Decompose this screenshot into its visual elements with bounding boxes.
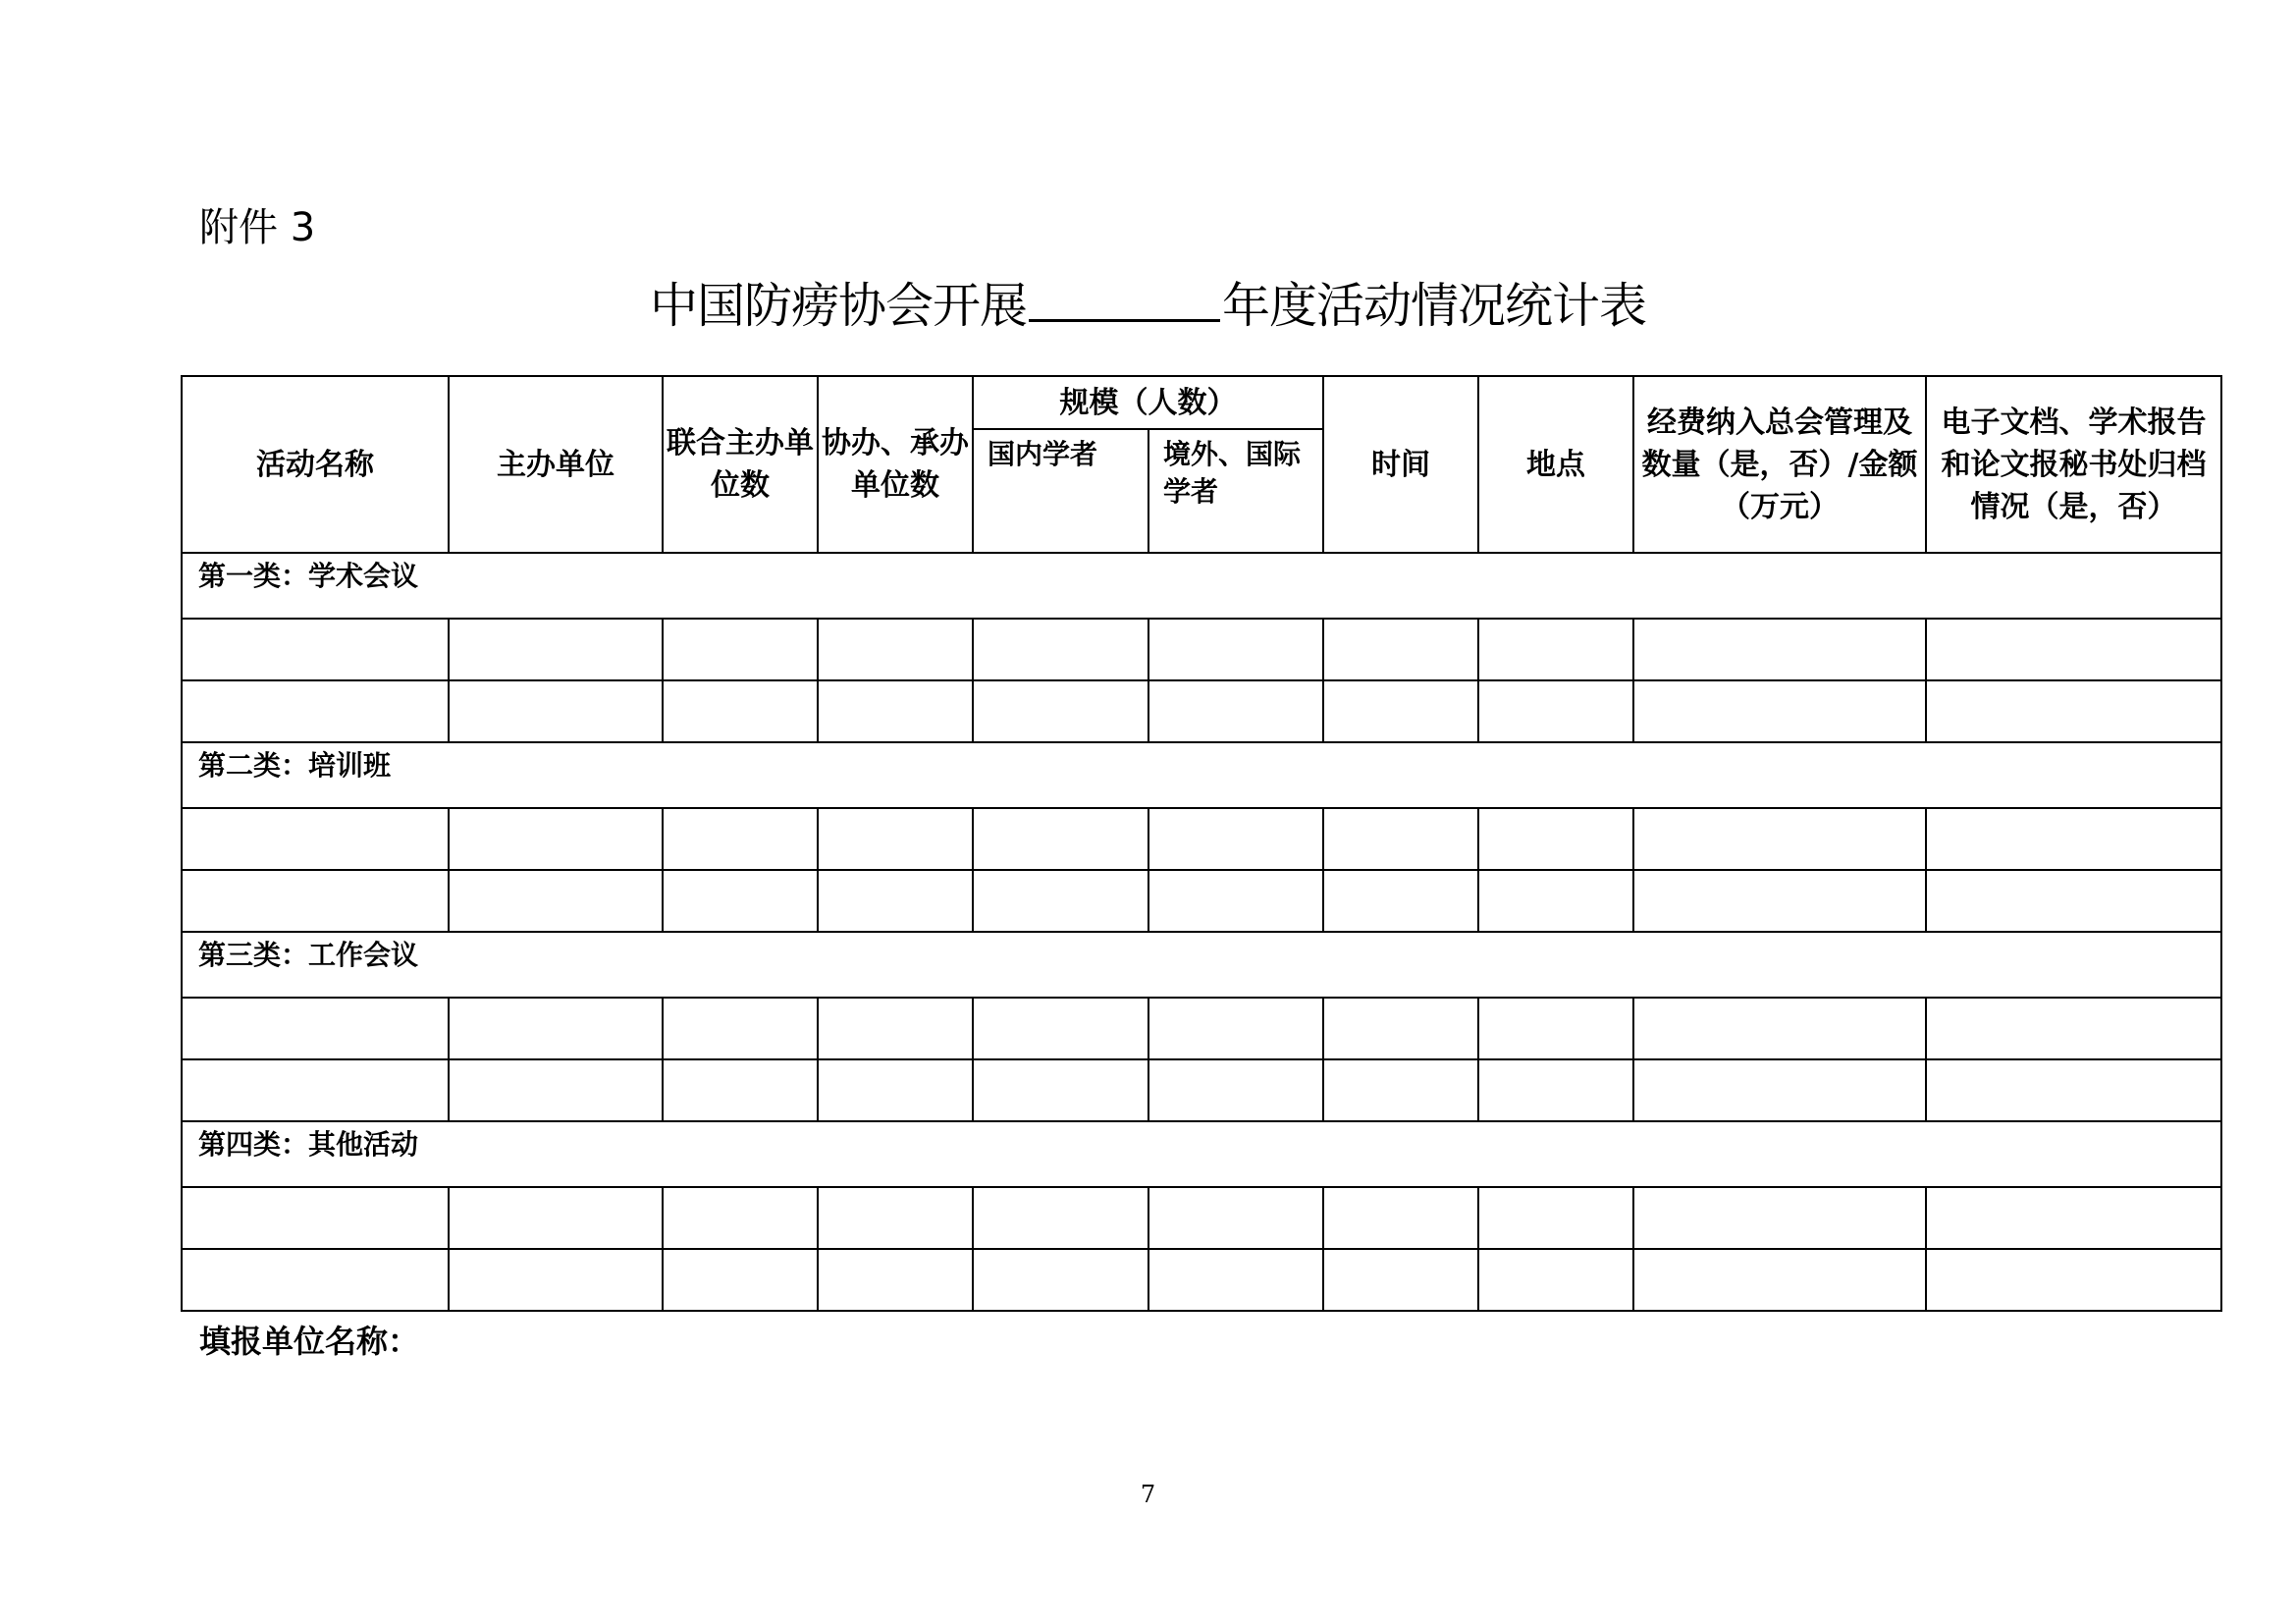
- header-co-host-count: 联合主办单位数: [663, 376, 818, 553]
- page-number: 7: [1140, 1481, 1156, 1508]
- cell-time[interactable]: [1323, 680, 1478, 742]
- cell-time[interactable]: [1323, 808, 1478, 870]
- table-row: [182, 870, 2221, 932]
- reporting-unit-label: 填报单位名称：: [199, 1323, 420, 1360]
- header-host-unit: 主办单位: [449, 376, 663, 553]
- cell-archive[interactable]: [1926, 1059, 2221, 1121]
- title-prefix: 中国防痨协会开展: [649, 278, 1027, 334]
- cell-overseas[interactable]: [1148, 619, 1323, 680]
- cell-host-unit[interactable]: [449, 1187, 663, 1249]
- cell-overseas[interactable]: [1148, 1187, 1323, 1249]
- category-work-meeting: 第三类：工作会议: [182, 932, 2221, 998]
- cell-domestic[interactable]: [973, 619, 1148, 680]
- cell-time[interactable]: [1323, 619, 1478, 680]
- cell-co-host-count[interactable]: [663, 680, 818, 742]
- cell-assist-count[interactable]: [818, 1059, 973, 1121]
- header-scale: 规模（人数）: [973, 376, 1323, 429]
- category-other-activities: 第四类：其他活动: [182, 1121, 2221, 1187]
- table-row: [182, 680, 2221, 742]
- cell-activity-name[interactable]: [182, 998, 449, 1059]
- cell-activity-name[interactable]: [182, 1059, 449, 1121]
- cell-archive[interactable]: [1926, 998, 2221, 1059]
- cell-assist-count[interactable]: [818, 619, 973, 680]
- title-suffix: 年度活动情况统计表: [1222, 278, 1647, 334]
- cell-overseas[interactable]: [1148, 870, 1323, 932]
- cell-activity-name[interactable]: [182, 808, 449, 870]
- document-title: [0, 277, 2296, 336]
- cell-funding[interactable]: [1633, 870, 1926, 932]
- cell-domestic[interactable]: [973, 1187, 1148, 1249]
- cell-funding[interactable]: [1633, 1187, 1926, 1249]
- cell-time[interactable]: [1323, 1187, 1478, 1249]
- cell-domestic[interactable]: [973, 1249, 1148, 1311]
- header-time: 时间: [1323, 376, 1478, 553]
- cell-archive[interactable]: [1926, 808, 2221, 870]
- cell-time[interactable]: [1323, 998, 1478, 1059]
- cell-co-host-count[interactable]: [663, 808, 818, 870]
- cell-overseas[interactable]: [1148, 808, 1323, 870]
- cell-archive[interactable]: [1926, 680, 2221, 742]
- table-row: [182, 1187, 2221, 1249]
- cell-overseas[interactable]: [1148, 998, 1323, 1059]
- cell-archive[interactable]: [1926, 870, 2221, 932]
- cell-location[interactable]: [1478, 619, 1633, 680]
- cell-host-unit[interactable]: [449, 1059, 663, 1121]
- cell-co-host-count[interactable]: [663, 1187, 818, 1249]
- cell-archive[interactable]: [1926, 1187, 2221, 1249]
- cell-location[interactable]: [1478, 1059, 1633, 1121]
- cell-assist-count[interactable]: [818, 870, 973, 932]
- cell-archive[interactable]: [1926, 619, 2221, 680]
- cell-assist-count[interactable]: [818, 998, 973, 1059]
- cell-host-unit[interactable]: [449, 870, 663, 932]
- activity-stats-table: [181, 375, 2222, 1312]
- cell-activity-name[interactable]: [182, 870, 449, 932]
- cell-domestic[interactable]: [973, 870, 1148, 932]
- cell-funding[interactable]: [1633, 1249, 1926, 1311]
- cell-host-unit[interactable]: [449, 619, 663, 680]
- cell-assist-count[interactable]: [818, 1187, 973, 1249]
- cell-activity-name[interactable]: [182, 680, 449, 742]
- cell-funding[interactable]: [1633, 1059, 1926, 1121]
- category-academic-conference: 第一类：学术会议: [182, 553, 2221, 619]
- cell-location[interactable]: [1478, 1187, 1633, 1249]
- cell-location[interactable]: [1478, 1249, 1633, 1311]
- cell-host-unit[interactable]: [449, 808, 663, 870]
- cell-activity-name[interactable]: [182, 1249, 449, 1311]
- cell-domestic[interactable]: [973, 998, 1148, 1059]
- header-domestic-scholars: 国内学者: [973, 429, 1148, 553]
- header-activity-name: 活动名称: [182, 376, 449, 553]
- cell-location[interactable]: [1478, 870, 1633, 932]
- table-row: [182, 1249, 2221, 1311]
- cell-overseas[interactable]: [1148, 1059, 1323, 1121]
- header-overseas-scholars: 境外、国际学者: [1148, 429, 1323, 553]
- header-funding: 经费纳入总会管理及数量（是，否）/金额（万元）: [1633, 376, 1926, 553]
- cell-co-host-count[interactable]: [663, 1059, 818, 1121]
- cell-funding[interactable]: [1633, 808, 1926, 870]
- cell-assist-count[interactable]: [818, 808, 973, 870]
- cell-activity-name[interactable]: [182, 619, 449, 680]
- cell-time[interactable]: [1323, 1059, 1478, 1121]
- table-row: [182, 1059, 2221, 1121]
- cell-co-host-count[interactable]: [663, 1249, 818, 1311]
- cell-host-unit[interactable]: [449, 1249, 663, 1311]
- cell-domestic[interactable]: [973, 808, 1148, 870]
- cell-location[interactable]: [1478, 808, 1633, 870]
- cell-overseas[interactable]: [1148, 680, 1323, 742]
- cell-host-unit[interactable]: [449, 680, 663, 742]
- cell-co-host-count[interactable]: [663, 870, 818, 932]
- table-row: [182, 808, 2221, 870]
- attachment-label: 附件 3: [199, 205, 316, 250]
- header-location: 地点: [1478, 376, 1633, 553]
- cell-archive[interactable]: [1926, 1249, 2221, 1311]
- cell-co-host-count[interactable]: [663, 998, 818, 1059]
- cell-assist-count[interactable]: [818, 680, 973, 742]
- cell-time[interactable]: [1323, 1249, 1478, 1311]
- category-training-class: 第二类：培训班: [182, 742, 2221, 808]
- header-archive: 电子文档、学术报告和论文报秘书处归档情况（是，否）: [1926, 376, 2221, 553]
- cell-funding[interactable]: [1633, 619, 1926, 680]
- table-row: [182, 998, 2221, 1059]
- cell-domestic[interactable]: [973, 680, 1148, 742]
- cell-assist-count[interactable]: [818, 1249, 973, 1311]
- cell-activity-name[interactable]: [182, 1187, 449, 1249]
- cell-time[interactable]: [1323, 870, 1478, 932]
- cell-funding[interactable]: [1633, 998, 1926, 1059]
- cell-host-unit[interactable]: [449, 998, 663, 1059]
- cell-location[interactable]: [1478, 680, 1633, 742]
- cell-overseas[interactable]: [1148, 1249, 1323, 1311]
- cell-location[interactable]: [1478, 998, 1633, 1059]
- cell-domestic[interactable]: [973, 1059, 1148, 1121]
- year-blank-field[interactable]: [1029, 278, 1220, 322]
- cell-funding[interactable]: [1633, 680, 1926, 742]
- cell-co-host-count[interactable]: [663, 619, 818, 680]
- header-assist-count: 协办、承办单位数: [818, 376, 973, 553]
- table-row: [182, 619, 2221, 680]
